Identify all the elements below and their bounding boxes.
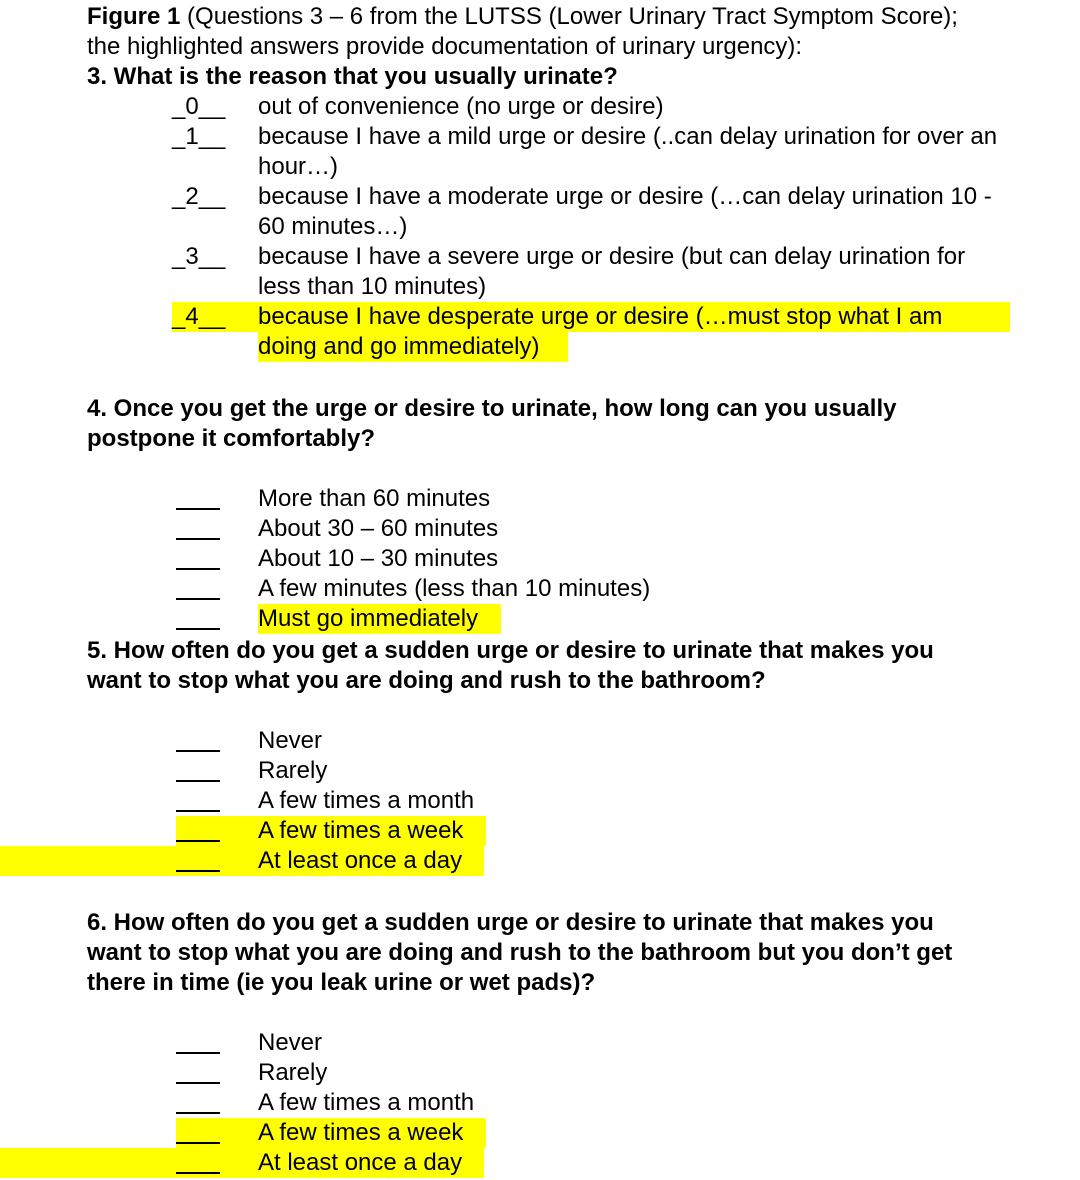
q5-answer-2: [0, 786, 1080, 816]
q6-answer-3: [0, 1118, 1080, 1148]
question-6-line-3: there in time (ie you leak urine or wet pads)?: [87, 969, 596, 996]
answer-blank: [176, 750, 220, 752]
answer-text: A few minutes (less than 10 minutes): [258, 575, 651, 602]
answer-text: because I have a mild urge or desire (..can delay urination for over an: [258, 123, 998, 150]
q5-answer-0: [0, 726, 1080, 756]
q3-answer-2: [0, 182, 1080, 212]
answer-text: At least once a day: [258, 1149, 463, 1176]
q3-answer-1-cont: [0, 152, 1080, 182]
answer-text-cont: hour…): [258, 153, 339, 180]
figure-caption-line-2: the highlighted answers provide documentation of urinary urgency):: [87, 33, 803, 60]
answer-text: A few times a week: [258, 817, 464, 844]
answer-text-cont: 60 minutes…): [258, 213, 408, 240]
answer-text: Rarely: [258, 757, 328, 784]
answer-blank: [176, 1082, 220, 1084]
answer-mark: _3__: [172, 243, 226, 270]
answer-blank: [176, 810, 220, 812]
question-6: 6. How often do you get a sudden urge or desire to urinate that makes you: [87, 909, 934, 936]
q4-answer-0: [0, 484, 1080, 514]
q6-answer-2: [0, 1088, 1080, 1118]
answer-text: Never: [258, 1029, 323, 1056]
q6-answer-1: [0, 1058, 1080, 1088]
answer-text: About 10 – 30 minutes: [258, 545, 499, 572]
q3-answer-3-cont: [0, 272, 1080, 302]
answer-text-cont: doing and go immediately): [258, 333, 540, 360]
answer-blank: [176, 628, 220, 630]
question-5-line-2: want to stop what you are doing and rush to the bathroom?: [87, 667, 766, 694]
question-4: 4. Once you get the urge or desire to urinate, how long can you usually: [87, 395, 897, 422]
q4-answer-4: [0, 604, 1080, 634]
answer-blank: [176, 780, 220, 782]
q3-answer-3: [0, 242, 1080, 272]
answer-text: At least once a day: [258, 847, 463, 874]
q3-answer-1: [0, 122, 1080, 152]
answer-blank: [176, 1052, 220, 1054]
answer-blank: [176, 538, 220, 540]
answer-mark: _1__: [172, 123, 226, 150]
answer-text: because I have a moderate urge or desire (…can delay urination 10 -: [258, 183, 992, 210]
answer-text: More than 60 minutes: [258, 485, 491, 512]
q5-answer-3: [0, 816, 1080, 846]
answer-blank: [176, 598, 220, 600]
question-4-line-2: postpone it comfortably?: [87, 425, 375, 452]
answer-blank: [176, 870, 220, 872]
question-5: 5. How often do you get a sudden urge or desire to urinate that makes you: [87, 637, 934, 664]
q4-answer-2: [0, 544, 1080, 574]
figure-label: Figure 1: [87, 3, 181, 30]
answer-text: out of convenience (no urge or desire): [258, 93, 664, 120]
q3-answer-2-cont: [0, 212, 1080, 242]
q5-answer-4: [0, 846, 1080, 876]
answer-blank: [176, 1142, 220, 1144]
answer-blank: [176, 1172, 220, 1174]
answer-mark: _4__: [172, 303, 226, 330]
answer-text: Rarely: [258, 1059, 328, 1086]
q4-answer-1: [0, 514, 1080, 544]
answer-text: A few times a month: [258, 787, 475, 814]
answer-text: About 30 – 60 minutes: [258, 515, 499, 542]
answer-blank: [176, 508, 220, 510]
answer-text-cont: less than 10 minutes): [258, 273, 487, 300]
answer-blank: [176, 568, 220, 570]
question-3: 3. What is the reason that you usually urinate?: [87, 63, 618, 90]
q6-answer-0: [0, 1028, 1080, 1058]
answer-blank: [176, 840, 220, 842]
q3-answer-4-cont: [0, 332, 1080, 362]
answer-blank: [176, 1112, 220, 1114]
question-6-line-2: want to stop what you are doing and rush to the bathroom but you don’t get: [87, 939, 953, 966]
answer-text: Must go immediately: [258, 605, 479, 632]
answer-text: A few times a month: [258, 1089, 475, 1116]
answer-text: A few times a week: [258, 1119, 464, 1146]
answer-mark: _2__: [172, 183, 226, 210]
q3-answer-0: [0, 92, 1080, 122]
answer-text: because I have desperate urge or desire (…must stop what I am: [258, 303, 943, 330]
q3-answer-4: [0, 302, 1080, 332]
q5-answer-1: [0, 756, 1080, 786]
answer-text: Never: [258, 727, 323, 754]
q6-answer-4: [0, 1148, 1080, 1178]
figure-caption-text: (Questions 3 – 6 from the LUTSS (Lower Urinary Tract Symptom Score);: [180, 3, 958, 30]
figure-caption: [87, 2, 1074, 32]
answer-mark: _0__: [172, 93, 226, 120]
q4-answer-3: [0, 574, 1080, 604]
answer-text: because I have a severe urge or desire (but can delay urination for: [258, 243, 966, 270]
